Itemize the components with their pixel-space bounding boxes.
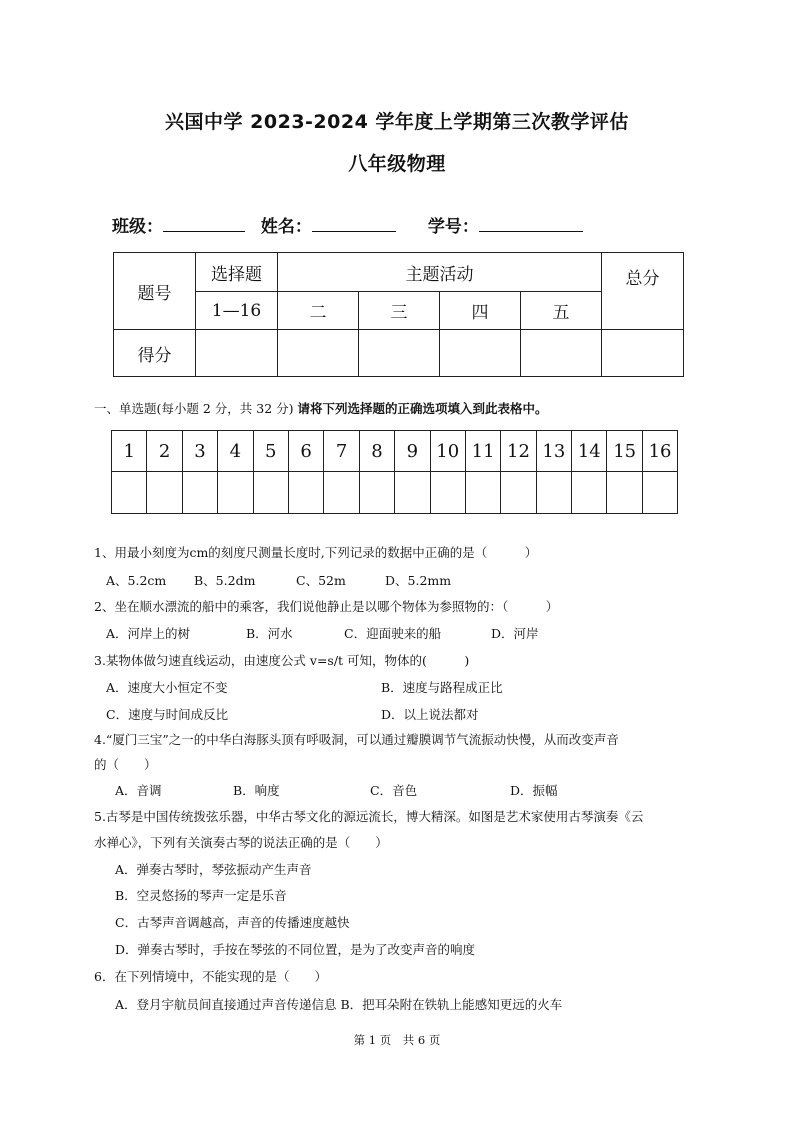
total-header: 总分 xyxy=(602,253,684,330)
score-cell[interactable] xyxy=(278,330,359,377)
answer-cell[interactable] xyxy=(288,472,323,514)
answer-cell[interactable] xyxy=(572,472,607,514)
answer-cell[interactable] xyxy=(430,472,465,514)
answer-cell[interactable] xyxy=(501,472,536,514)
score-table xyxy=(113,252,684,377)
answer-cell[interactable] xyxy=(253,472,288,514)
answer-number: 8 xyxy=(359,431,394,472)
q3-option-b: B．速度与路程成正比 xyxy=(381,680,503,695)
score-cell[interactable] xyxy=(196,330,278,377)
answer-cell[interactable] xyxy=(112,472,147,514)
answer-number: 14 xyxy=(572,431,607,472)
range-cell: 1—16 xyxy=(196,292,278,330)
answer-cell[interactable] xyxy=(147,472,182,514)
col-er: 二 xyxy=(278,292,359,330)
col-si: 四 xyxy=(440,292,521,330)
answer-number: 16 xyxy=(642,431,677,472)
theme-header: 主题活动 xyxy=(278,253,602,292)
q1-option-a: A、5.2cm xyxy=(106,573,167,588)
q4-option-d: D．振幅 xyxy=(510,783,558,798)
score-cell[interactable] xyxy=(359,330,440,377)
id-label: 学号： xyxy=(427,217,479,237)
q2-option-c: C．迎面驶来的船 xyxy=(344,626,442,641)
question-2-stem: 2、坐在顺水漂流的船中的乘客，我们说他静止是以哪个物体为参照物的：（ ） xyxy=(94,599,559,614)
answer-cell[interactable] xyxy=(359,472,394,514)
q2-option-a: A．河岸上的树 xyxy=(106,626,191,641)
answer-number: 15 xyxy=(607,431,642,472)
section-heading xyxy=(94,399,548,417)
choice-header: 选择题 xyxy=(196,253,278,292)
answer-cell[interactable] xyxy=(324,472,359,514)
answer-number: 7 xyxy=(324,431,359,472)
q1-option-d: D、5.2mm xyxy=(385,573,452,588)
q3-option-d: D．以上说法都对 xyxy=(381,707,479,722)
q5-option-d: D．弹奏古琴时，手按在琴弦的不同位置，是为了改变声音的响度 xyxy=(115,942,476,957)
q4-option-a: A．音调 xyxy=(115,783,162,798)
class-blank[interactable] xyxy=(163,215,245,232)
answer-number: 12 xyxy=(501,431,536,472)
answer-cell[interactable] xyxy=(536,472,571,514)
question-6-stem: 6．在下列情境中，不能实现的是（ ） xyxy=(94,969,327,984)
score-cell[interactable] xyxy=(440,330,521,377)
answer-cell[interactable] xyxy=(607,472,642,514)
q6-options-ab: A．登月宇航员间直接通过声音传递信息 B．把耳朵附在铁轨上能感知更远的火车 xyxy=(115,997,563,1012)
q2-option-b: B．河水 xyxy=(246,626,293,641)
student-info-row xyxy=(112,212,593,237)
answer-number: 2 xyxy=(147,431,182,472)
q5-option-b: B．空灵悠扬的琴声一定是乐音 xyxy=(115,888,287,903)
col-san: 三 xyxy=(359,292,440,330)
page-number: 第 1 页 共 6 页 xyxy=(353,1033,441,1047)
answer-cell[interactable] xyxy=(182,472,217,514)
exam-subtitle: 八年级物理 xyxy=(348,153,446,175)
q3-option-a: A．速度大小恒定不变 xyxy=(106,680,228,695)
answer-number: 1 xyxy=(112,431,147,472)
name-label: 姓名： xyxy=(260,217,312,237)
answer-cell[interactable] xyxy=(465,472,500,514)
id-blank[interactable] xyxy=(479,215,583,232)
score-cell[interactable] xyxy=(521,330,602,377)
answer-number: 4 xyxy=(218,431,253,472)
question-1-stem: 1、用最小刻度为cm的刻度尺测量长度时,下列记录的数据中正确的是（ ） xyxy=(94,545,538,560)
q4-option-b: B．响度 xyxy=(233,783,280,798)
section-prefix: 一、单选题(每小题 2 分，共 32 分) xyxy=(94,401,294,416)
question-5-stem-cont: 水禅心》，下列有关演奏古琴的说法正确的是（ ） xyxy=(94,835,388,850)
answer-number: 10 xyxy=(430,431,465,472)
section-instruction: 请将下列选择题的正确选项填入到此表格中。 xyxy=(297,401,548,416)
answer-number: 11 xyxy=(465,431,500,472)
question-4-stem-cont: 的（ ） xyxy=(94,757,157,772)
answer-number: 5 xyxy=(253,431,288,472)
q1-option-c: C、52m xyxy=(296,573,346,588)
q3-option-c: C．速度与时间成反比 xyxy=(106,707,229,722)
col-wu: 五 xyxy=(521,292,602,330)
q5-option-c: C．古琴声音调越高，声音的传播速度越快 xyxy=(115,915,350,930)
class-label: 班级： xyxy=(112,217,163,237)
answer-number: 13 xyxy=(536,431,571,472)
q1-option-b: B、5.2dm xyxy=(194,573,256,588)
answer-number: 6 xyxy=(288,431,323,472)
answer-cell[interactable] xyxy=(395,472,430,514)
q5-option-a: A．弹奏古琴时，琴弦振动产生声音 xyxy=(115,862,312,877)
answer-table xyxy=(111,430,678,514)
answer-number: 9 xyxy=(395,431,430,472)
answer-cell[interactable] xyxy=(218,472,253,514)
name-blank[interactable] xyxy=(312,215,396,232)
q2-option-d: D．河岸 xyxy=(491,626,539,641)
question-3-stem: 3.某物体做匀速直线运动，由速度公式 v=s/t 可知，物体的( ) xyxy=(94,653,470,668)
answer-cell[interactable] xyxy=(642,472,677,514)
score-cell[interactable] xyxy=(602,330,684,377)
q4-option-c: C．音色 xyxy=(370,783,418,798)
question-4-stem: 4.“厦门三宝”之一的中华白海豚头顶有呼吸洞，可以通过瓣膜调节气流振动快慢，从而改变声音 xyxy=(94,732,619,747)
tihao-header: 题号 xyxy=(114,253,196,330)
exam-title: 兴国中学 2023-2024 学年度上学期第三次教学评估 xyxy=(165,111,629,133)
question-5-stem: 5.古琴是中国传统拨弦乐器，中华古琴文化的源远流长，博大精深。如图是艺术家使用古琴演奏《云 xyxy=(94,809,644,824)
answer-number: 3 xyxy=(182,431,217,472)
score-label: 得分 xyxy=(114,330,196,377)
